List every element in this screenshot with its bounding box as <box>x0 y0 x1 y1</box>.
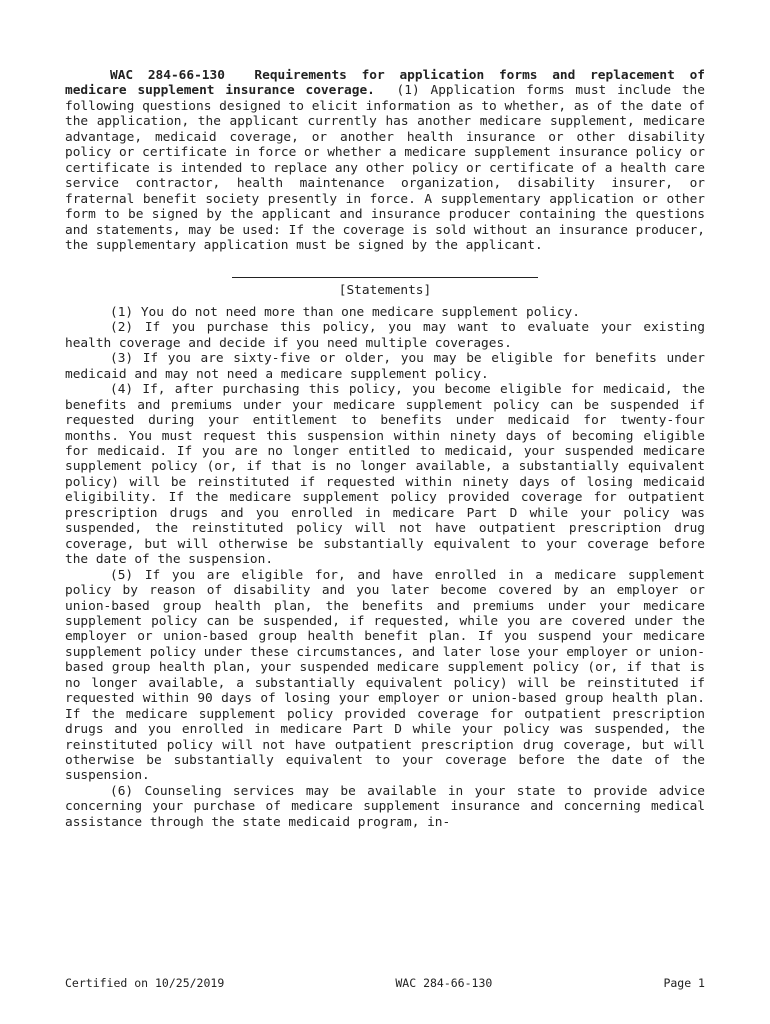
section-number: WAC 284-66-130 <box>110 68 225 83</box>
page-footer <box>65 976 705 990</box>
divider-rule <box>232 277 538 278</box>
statement-6: (6) Counseling services may be available in your state to provide advice concerning your purchase of medicare supplement insurance and concerning medical assistance through the state medicaid program, in- <box>65 783 705 830</box>
statement-3: (3) If you are sixty-five or older, you may be eligible for benefits under medicaid and may not need a medicare supplement policy. <box>65 351 705 382</box>
statement-1: (1) You do not need more than one medicare supplement policy. <box>110 304 580 320</box>
footer-page-number: Page 1 <box>663 976 705 990</box>
document-body <box>65 68 705 830</box>
statement-2: (2) If you purchase this policy, you may want to evaluate your existing health coverage and decide if you need multiple coverages. <box>65 320 705 351</box>
statement-4: (4) If, after purchasing this policy, you become eligible for medicaid, the benefits and premiums under your medicare supplement policy can be suspended if requested during your entitlement to benefits under medicaid for twenty-four months. You must request this suspension within ninety days of becoming eligible for medicaid. If you are no longer entitled to medicaid, your suspended medicare supplement policy (or, if that is no longer available, a substantially equivalent policy) will be reinstituted if requested within ninety days of losing medicaid eligibility. If the medicare supplement policy provided coverage for outpatient prescription drugs and you enrolled in medicare Part D while your policy was suspended, the reinstituted policy will not have outpatient prescription drug coverage, but will otherwise be substantially equivalent to your coverage before the date of the suspension. <box>65 382 705 568</box>
intro-text: (1) Application forms must include the following questions designed to elicit information as to whether, as of the date of the application, the applicant currently has another medicare supplement, medicare advantage, medicaid coverage, or another health insurance or other disability policy or certificate in force or whether a medicare supplement insurance policy or certificate is intended to replace any other policy or certificate of a health care service contractor, health maintenance organization, disability insurer, or fraternal benefit society presently in force. A supplementary application or other form to be signed by the applicant and insurance producer containing the questions and statements, may be used: If the coverage is sold without an insurance producer, the supplementary application must be signed by the applicant. <box>65 83 705 253</box>
footer-section: WAC 284-66-130 <box>395 976 493 990</box>
section-title: Requirements for application forms and replacement of medicare supplement insurance coverage. <box>65 68 705 99</box>
footer-certified: Certified on 10/25/2019 <box>65 976 225 990</box>
statement-5: (5) If you are eligible for, and have enrolled in a medicare supplement policy by reason of disability and you later become covered by an employer or union-based group health plan, the benefits and premiums under your medicare supplement policy can be suspended, if requested, while you are covered under the employer or union-based group health benefit plan. If you suspend your medicare supplement policy under these circumstances, and later lose your employer or union-based group health plan, your suspended medicare supplement policy (or, if that is no longer available, a substantially equivalent policy) will be reinstituted if requested within 90 days of losing your employer or union-based group health plan. If the medicare supplement policy provided coverage for outpatient prescription drugs and you enrolled in medicare Part D while your policy was suspended, the reinstituted policy will not have outpatient prescription drug coverage, but will otherwise be substantially equivalent to your coverage before the date of the suspension. <box>65 567 705 784</box>
intro-paragraph <box>65 68 705 253</box>
statements-heading: [Statements] <box>338 283 432 299</box>
